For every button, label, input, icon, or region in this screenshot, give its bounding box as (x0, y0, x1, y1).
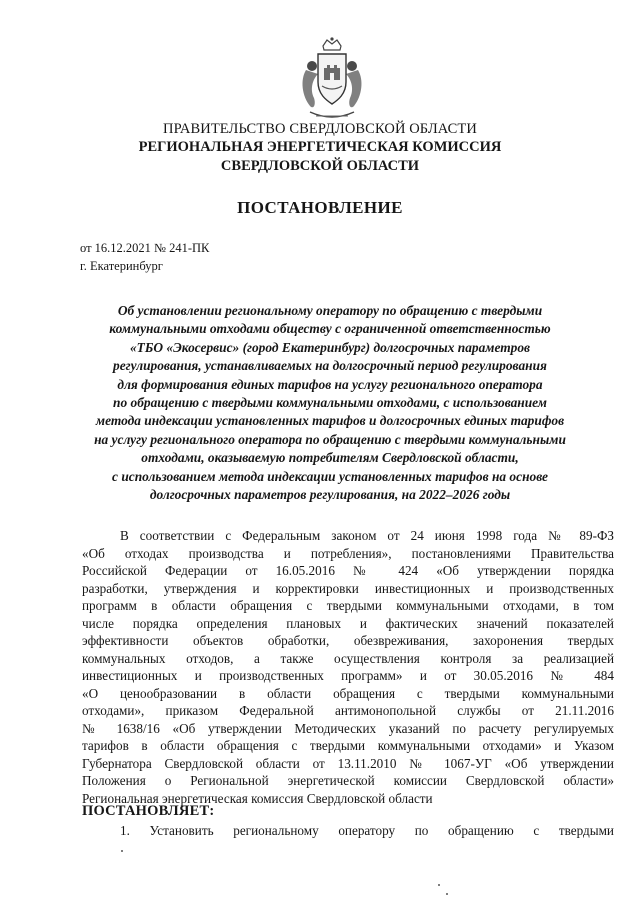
subject-line: долгосрочных параметров регулирования, на 2022–2026 годы (149, 487, 511, 503)
subject-line: метода индексации установленных тарифов и долгосрочных единых тарифов (95, 413, 565, 429)
decree-item-1: 1. Установить региональному оператору по обращению с твердыми (120, 823, 614, 838)
body-line: «О ценообразовании в области обращения с твердыми коммунальными (82, 685, 614, 701)
city: г. Екатеринбург (80, 259, 163, 273)
body-line: тарифов в области обращения с твердыми коммунальными отходами» и Указом (82, 738, 614, 753)
subject-line: на услугу регионального оператора по обращению с твердыми коммунальными (94, 431, 566, 447)
subject-line: с использованием метода индексации установленных тарифов на основе (112, 468, 548, 484)
commission-name-line1: РЕГИОНАЛЬНАЯ ЭНЕРГЕТИЧЕСКАЯ КОМИССИЯ (138, 139, 502, 155)
body-line: инвестиционных и производственных программ» и от 30.05.2016 № 484 (82, 668, 614, 683)
document-subject (60, 302, 600, 504)
body-line: программ в области обращения с твердыми коммунальными отходами, в том (82, 598, 614, 613)
body-line: Российской Федерации от 16.05.2016 № 424 «Об утверждении порядка (82, 563, 614, 578)
scan-speck (438, 884, 440, 886)
subject-line: Об установлении региональному оператору по обращению с твердыми (117, 303, 543, 318)
scan-speck (121, 850, 123, 852)
body-line: № 1638/16 «Об утверждении Методических указаний по расчету регулируемых (82, 720, 614, 736)
preamble-paragraph (82, 527, 614, 807)
subject-line: регулирования, устанавливаемых на долгосрочный период регулирования (113, 358, 547, 374)
government-name: ПРАВИТЕЛЬСТВО СВЕРДЛОВСКОЙ ОБЛАСТИ (163, 121, 477, 137)
coat-of-arms-emblem (296, 36, 368, 124)
body-line: коммунальных отходов, а также осуществления контроля за реализацией (82, 650, 614, 666)
body-line: Губернатора Свердловской области от 13.11.2010 № 1067-УГ «Об утверждении (82, 755, 614, 771)
body-line: Региональная энергетическая комиссия Свердловской области (82, 790, 433, 806)
body-line: эффективности объектов обработки, обезвреживания, захоронения твердых (82, 633, 614, 648)
commission-name-line2: СВЕРДЛОВСКОЙ ОБЛАСТИ (220, 158, 420, 174)
document-type-title: ПОСТАНОВЛЕНИЕ (237, 198, 403, 217)
body-line: В соответствии с Федеральным законом от 24 июня 1998 года № 89-ФЗ (120, 528, 614, 543)
date-and-number: от 16.12.2021 № 241-ПК (80, 241, 210, 255)
subject-line: отходами, оказываемую потребителям Свердловской области, (141, 450, 519, 466)
scan-speck (446, 893, 448, 895)
body-line: «Об отходах производства и потребления», постановлениями Правительства (82, 545, 614, 561)
body-line: числе порядка определения плановых и фактических значений показателей (82, 615, 614, 631)
body-line: разработки, утверждения и корректировки инвестиционных и производственных (82, 580, 614, 596)
subject-line: для формирования единых тарифов на услугу регионального оператора (117, 376, 543, 392)
body-line: Положения о Региональной энергетической комиссии Свердловской области» (82, 773, 614, 788)
decree-word: ПОСТАНОВЛЯЕТ: (82, 803, 215, 819)
body-line: отходами», приказом Федеральной антимонопольной службы от 21.11.2016 (82, 703, 614, 718)
subject-line: коммунальными отходами обществу с ограниченной ответственностью (109, 321, 551, 337)
subject-line: по обращению с твердыми коммунальными отходами, с использованием (113, 395, 547, 411)
subject-line: «ТБО «Экосервис» (город Екатеринбург) долгосрочных параметров (129, 339, 531, 355)
